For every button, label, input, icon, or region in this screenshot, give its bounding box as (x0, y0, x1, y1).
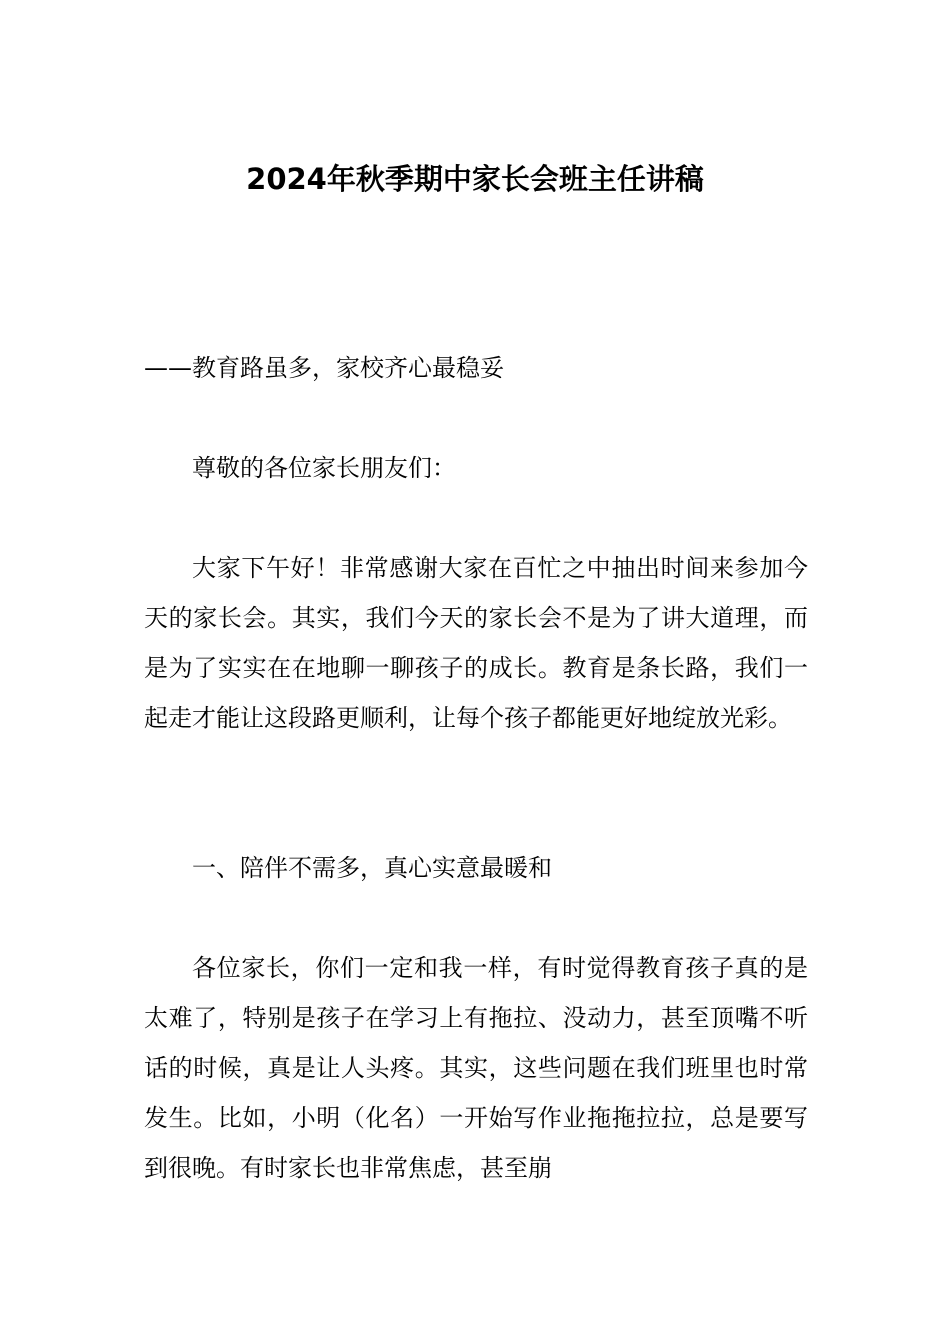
document-title: 2024年秋季期中家长会班主任讲稿 (246, 162, 704, 196)
document-subtitle: ——教育路虽多，家校齐心最稳妥 (144, 354, 504, 382)
section-heading: 一、陪伴不需多，真心实意最暖和 (192, 854, 552, 882)
greeting-line: 尊敬的各位家长朋友们： (192, 454, 456, 482)
paragraph-intro: 大家下午好！非常感谢大家在百忙之中抽出时间来参加今天的家长会。其实，我们今天的家长会不是为了讲大道理，而是为了实实在在地聊一聊孩子的成长。教育是条长路，我们一起走才能让这段路更顺利，让每个孩子都能更好地绽放光彩。 (144, 554, 808, 732)
paragraph-section-one: 各位家长，你们一定和我一样，有时觉得教育孩子真的是太难了，特别是孩子在学习上有拖拉、没动力，甚至顶嘴不听话的时候，真是让人头疼。其实，这些问题在我们班里也时常发生。比如，小明（化名）一开始写作业拖拖拉拉，总是要写到很晚。有时家长也非常焦虑，甚至崩 (144, 954, 808, 1182)
